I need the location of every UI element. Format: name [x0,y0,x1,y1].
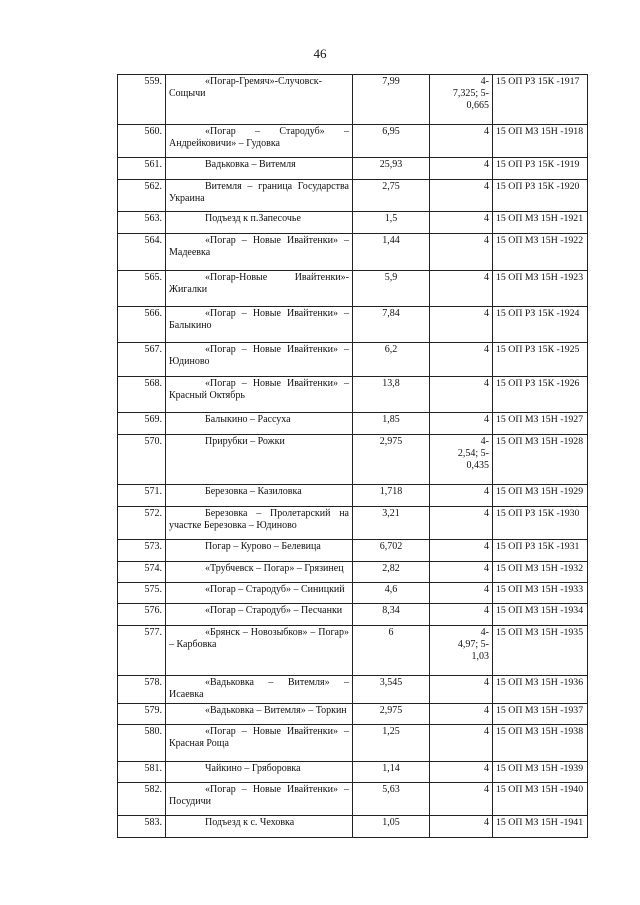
category-line: 4- [480,627,489,638]
row-number-cell: 568. [118,377,166,413]
road-name-cell: Прирубки – Рожки [166,435,353,485]
table-row [118,180,588,212]
row-number-cell: 565. [118,271,166,307]
row-number-cell: 563. [118,212,166,234]
road-code-cell: 15 ОП МЗ 15Н -1927 [493,413,588,435]
road-category-cell [430,180,493,212]
road-code-cell: 15 ОП МЗ 15Н -1934 [493,604,588,626]
table-row [118,816,588,838]
road-length-cell: 1,25 [353,725,430,762]
category-line: 4 [484,378,489,389]
road-code-cell: 15 ОП РЗ 15К -1924 [493,307,588,343]
row-number-cell: 559. [118,75,166,125]
table-row [118,435,588,485]
road-name-cell: Балыкино – Рассуха [166,413,353,435]
road-length-cell: 1,14 [353,762,430,783]
table-row [118,604,588,626]
row-number-cell: 571. [118,485,166,507]
road-category-cell [430,212,493,234]
road-length-cell: 6,2 [353,343,430,377]
row-number-cell: 575. [118,583,166,604]
road-code-cell: 15 ОП МЗ 15Н -1918 [493,125,588,158]
road-name-cell: «Трубчевск – Погар» – Грязинец [166,562,353,583]
road-name-cell: Витемля – граница Государства Украина [166,180,353,212]
road-name-cell: «Погар – Новые Ивайтенки» – Красный Октябрь [166,377,353,413]
road-category-cell [430,725,493,762]
category-line: 4 [484,508,489,519]
road-name-cell: Березовка – Казиловка [166,485,353,507]
table-row [118,485,588,507]
category-line: 4 [484,344,489,355]
row-number-cell: 560. [118,125,166,158]
row-number-cell: 562. [118,180,166,212]
road-length-cell: 1,44 [353,234,430,271]
road-category-cell [430,234,493,271]
category-line: 4 [484,486,489,497]
category-line: 4,97; 5- [457,639,489,650]
category-line: 4 [484,272,489,283]
table-row [118,413,588,435]
road-category-cell [430,783,493,816]
road-category-cell [430,604,493,626]
road-category-cell [430,158,493,180]
table-row [118,783,588,816]
row-number-cell: 578. [118,676,166,704]
row-number-cell: 567. [118,343,166,377]
category-line: 4 [484,584,489,595]
road-length-cell: 13,8 [353,377,430,413]
road-code-cell: 15 ОП МЗ 15Н -1938 [493,725,588,762]
row-number-cell: 561. [118,158,166,180]
road-length-cell: 7,99 [353,75,430,125]
road-code-cell: 15 ОП МЗ 15Н -1936 [493,676,588,704]
category-line: 1,03 [471,651,489,662]
road-name-cell: «Погар – Новые Ивайтенки» – Посудичи [166,783,353,816]
road-code-cell: 15 ОП МЗ 15Н -1921 [493,212,588,234]
table-row [118,583,588,604]
roads-table [117,74,588,838]
road-code-cell: 15 ОП МЗ 15Н -1935 [493,626,588,676]
road-name-cell: «Погар-Новые Ивайтенки»-Жигалки [166,271,353,307]
road-name-cell: Вадьковка – Витемля [166,158,353,180]
table-row [118,234,588,271]
category-line: 4 [484,605,489,616]
category-line: 4 [484,181,489,192]
category-line: 4 [484,817,489,828]
road-length-cell: 1,5 [353,212,430,234]
road-category-cell [430,762,493,783]
road-category-cell [430,485,493,507]
row-number-cell: 574. [118,562,166,583]
row-number-cell: 573. [118,540,166,562]
road-category-cell [430,816,493,838]
road-length-cell: 1,85 [353,413,430,435]
table-row [118,762,588,783]
category-line: 4 [484,541,489,552]
road-category-cell [430,75,493,125]
row-number-cell: 580. [118,725,166,762]
table-row [118,676,588,704]
road-category-cell [430,583,493,604]
road-code-cell: 15 ОП МЗ 15Н -1929 [493,485,588,507]
road-category-cell [430,562,493,583]
road-length-cell: 2,975 [353,435,430,485]
road-length-cell: 6,702 [353,540,430,562]
table-row [118,125,588,158]
road-name-cell: «Погар – Новые Ивайтенки» – Мадеевка [166,234,353,271]
road-category-cell [430,704,493,725]
category-line: 4 [484,563,489,574]
road-length-cell: 8,34 [353,604,430,626]
road-length-cell: 6,95 [353,125,430,158]
road-name-cell: Подъезд к п.Запесочье [166,212,353,234]
row-number-cell: 570. [118,435,166,485]
table-row [118,343,588,377]
row-number-cell: 581. [118,762,166,783]
road-code-cell: 15 ОП РЗ 15К -1920 [493,180,588,212]
road-code-cell: 15 ОП МЗ 15Н -1941 [493,816,588,838]
table-row [118,271,588,307]
road-category-cell [430,125,493,158]
road-category-cell [430,626,493,676]
category-line: 4 [484,159,489,170]
category-line: 4 [484,414,489,425]
road-length-cell: 6 [353,626,430,676]
category-line: 7,325; 5- [452,88,489,99]
road-name-cell: «Погар – Новые Ивайтенки» – Красная Роща [166,725,353,762]
road-length-cell: 2,82 [353,562,430,583]
road-length-cell: 3,21 [353,507,430,540]
table-row [118,540,588,562]
road-length-cell: 3,545 [353,676,430,704]
category-line: 4 [484,213,489,224]
table-row [118,212,588,234]
row-number-cell: 577. [118,626,166,676]
road-category-cell [430,507,493,540]
table-row [118,158,588,180]
row-number-cell: 569. [118,413,166,435]
road-code-cell: 15 ОП МЗ 15Н -1933 [493,583,588,604]
road-code-cell: 15 ОП РЗ 15К -1930 [493,507,588,540]
road-category-cell [430,377,493,413]
row-number-cell: 579. [118,704,166,725]
road-name-cell: «Погар – Новые Ивайтенки» – Балыкино [166,307,353,343]
road-length-cell: 1,05 [353,816,430,838]
road-name-cell: Чайкино – Гряборовка [166,762,353,783]
road-length-cell: 5,9 [353,271,430,307]
road-category-cell [430,540,493,562]
table-row [118,626,588,676]
road-code-cell: 15 ОП РЗ 15К -1919 [493,158,588,180]
road-name-cell: «Брянск – Новозыбков» – Погар» – Карбовка [166,626,353,676]
road-code-cell: 15 ОП МЗ 15Н -1922 [493,234,588,271]
category-line: 4- [480,76,489,87]
road-code-cell: 15 ОП МЗ 15Н -1928 [493,435,588,485]
road-name-cell: Березовка – Пролетарский на участке Березовка – Юдиново [166,507,353,540]
road-code-cell: 15 ОП МЗ 15Н -1937 [493,704,588,725]
table-row [118,377,588,413]
road-code-cell: 15 ОП РЗ 15К -1925 [493,343,588,377]
road-name-cell: «Погар – Стародуб» – Песчанки [166,604,353,626]
table-row [118,704,588,725]
road-code-cell: 15 ОП МЗ 15Н -1939 [493,762,588,783]
road-code-cell: 15 ОП МЗ 15Н -1923 [493,271,588,307]
road-length-cell: 7,84 [353,307,430,343]
category-line: 4 [484,235,489,246]
road-name-cell: «Вадьковка – Витемля» – Исаевка [166,676,353,704]
category-line: 0,435 [466,460,489,471]
row-number-cell: 572. [118,507,166,540]
road-category-cell [430,413,493,435]
table-row [118,507,588,540]
road-name-cell: «Погар-Гремяч»-Случовск-Сощычи [166,75,353,125]
road-length-cell: 2,975 [353,704,430,725]
road-name-cell: Подъезд к с. Чеховка [166,816,353,838]
category-line: 2,54; 5- [457,448,489,459]
category-line: 4 [484,705,489,716]
road-name-cell: «Погар – Новые Ивайтенки» – Юдиново [166,343,353,377]
page-number: 46 [313,46,327,61]
category-line: 4 [484,763,489,774]
category-line: 4 [484,126,489,137]
row-number-cell: 583. [118,816,166,838]
road-code-cell: 15 ОП РЗ 15К -1931 [493,540,588,562]
road-category-cell [430,435,493,485]
road-name-cell: Погар – Курово – Белевица [166,540,353,562]
table-row [118,562,588,583]
category-line: 0,665 [466,100,489,111]
row-number-cell: 582. [118,783,166,816]
road-category-cell [430,307,493,343]
table-row [118,75,588,125]
road-code-cell: 15 ОП РЗ 15К -1917 [493,75,588,125]
road-length-cell: 5,63 [353,783,430,816]
road-name-cell: «Погар – Стародуб» – Андрейковичи» – Гудовка [166,125,353,158]
category-line: 4 [484,784,489,795]
road-length-cell: 4,6 [353,583,430,604]
road-code-cell: 15 ОП РЗ 15К -1926 [493,377,588,413]
road-length-cell: 25,93 [353,158,430,180]
road-category-cell [430,271,493,307]
row-number-cell: 564. [118,234,166,271]
road-code-cell: 15 ОП МЗ 15Н -1940 [493,783,588,816]
road-name-cell: «Погар – Стародуб» – Синицкий [166,583,353,604]
road-code-cell: 15 ОП МЗ 15Н -1932 [493,562,588,583]
road-category-cell [430,343,493,377]
row-number-cell: 576. [118,604,166,626]
roads-table-body [118,75,588,838]
category-line: 4 [484,726,489,737]
road-category-cell [430,676,493,704]
road-length-cell: 2,75 [353,180,430,212]
row-number-cell: 566. [118,307,166,343]
category-line: 4 [484,677,489,688]
category-line: 4- [480,436,489,447]
road-name-cell: «Вадьковка – Витемля» – Торкин [166,704,353,725]
table-row [118,725,588,762]
road-length-cell: 1,718 [353,485,430,507]
table-row [118,307,588,343]
category-line: 4 [484,308,489,319]
